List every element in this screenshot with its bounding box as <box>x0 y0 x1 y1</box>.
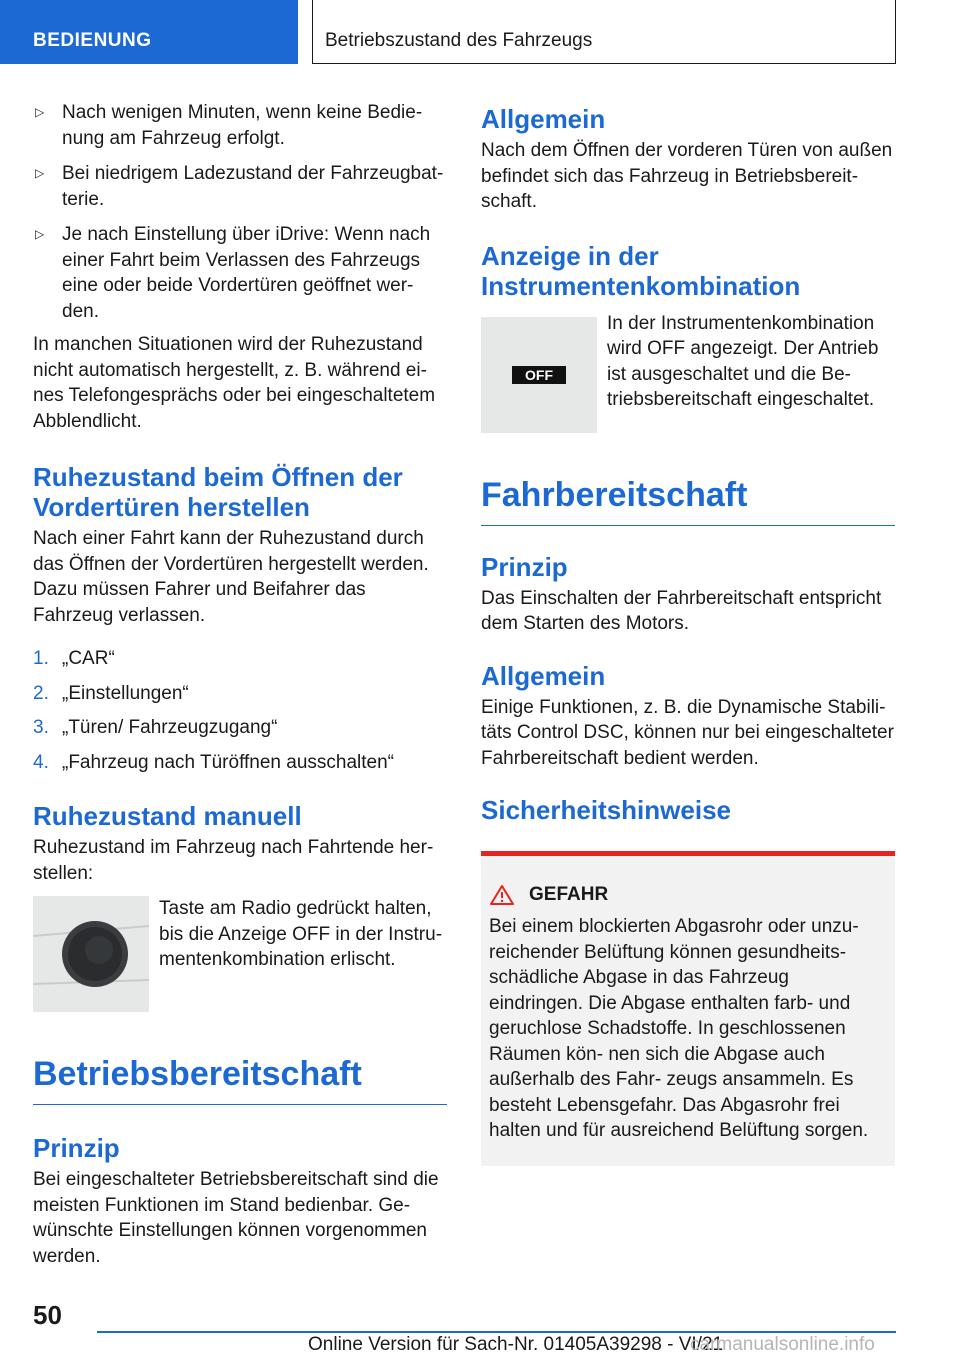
list-item: 2. „Einstellungen“ <box>33 682 189 704</box>
steps-list <box>33 646 447 775</box>
chapter-heading: Betriebsbereitschaft <box>33 1054 447 1105</box>
list-item: 1. „CAR“ <box>33 648 115 669</box>
chapter-heading: Fahrbereitschaft <box>481 475 895 526</box>
list-item: ▷ Bei niedrigem Ladezustand der Fahrzeugbat- terie. <box>35 163 444 210</box>
radio-button-image <box>33 896 149 1012</box>
bullet-list <box>33 100 447 324</box>
warning-label: GEFAHR <box>529 884 609 905</box>
off-display-image <box>481 317 597 433</box>
footer-divider <box>97 1331 896 1333</box>
heading-allgemein: Allgemein <box>481 104 606 134</box>
heading-sicherheit: Sicherheitshinweise <box>481 795 731 825</box>
paragraph: In manchen Situationen wird der Ruhezustand nicht automatisch hergestellt, z. B. während ei- nes Telefongesprächs oder bei eingeschaltetem Abblendlicht. <box>33 334 436 432</box>
radio-knob-icon <box>33 896 149 1012</box>
figure-caption: In der Instrumentenkombination wird OFF angezeigt. Der Antrieb ist ausgeschaltet und die Be- triebsbereitschaft eingeschaltet. <box>607 312 879 410</box>
heading-doors: Ruhezustand beim Öffnen der Vordertüren herstellen <box>33 462 403 522</box>
page-number: 50 <box>33 1300 62 1330</box>
heading-allgemein-2: Allgemein <box>481 660 606 691</box>
footer-text: Online Version für Sach-Nr. 01405A39298 - VI/21 <box>308 1334 724 1355</box>
paragraph: Bei eingeschalteter Betriebsbereitschaft sind die meisten Funktionen im Stand bedienbar. Ge- wünschte Einstellungen können vorgenommen werden. <box>33 1169 439 1267</box>
triangle-bullet-icon: ▷ <box>35 166 45 180</box>
paragraph: Ruhezustand im Fahrzeug nach Fahrtende her- stellen: <box>33 837 434 884</box>
watermark: carmanualsonline.info <box>690 1334 875 1355</box>
triangle-bullet-icon: ▷ <box>35 227 45 241</box>
paragraph: Das Einschalten der Fahrbereitschaft entspricht dem Starten des Motors. <box>481 587 882 634</box>
list-item: ▷ Je nach Einstellung über iDrive: Wenn nach einer Fahrt beim Verlassen des Fahrzeugs eine oder beide Vordertüren geöffnet wer- den. <box>35 224 431 322</box>
paragraph: Einige Funktionen, z. B. die Dynamische Stabili- täts Control DSC, können nur bei eingeschalteter Fahrbereitschaft bedient werden. <box>481 696 894 769</box>
left-column <box>33 100 447 1269</box>
list-item: 4. „Fahrzeug nach Türöffnen ausschalten“ <box>33 751 394 773</box>
page-header-title: Betriebszustand des Fahrzeugs <box>312 0 896 64</box>
heading-anzeige: Anzeige in der Instrumentenkombination <box>481 240 801 301</box>
list-item: ▷ Nach wenigen Minuten, wenn keine Bedie- nung am Fahrzeug erfolgt. <box>35 102 423 149</box>
off-indicator: OFF <box>512 366 566 384</box>
heading-manual: Ruhezustand manuell <box>33 801 302 831</box>
heading-prinzip: Prinzip <box>481 551 568 582</box>
heading-prinzip: Prinzip <box>33 1133 120 1163</box>
right-column <box>481 100 895 1166</box>
figure-caption: Taste am Radio gedrückt halten, bis die Anzeige OFF in der Instru- mentenkombination erlischt. <box>159 898 443 970</box>
warning-box <box>481 851 895 1166</box>
list-item: 3. „Türen/ Fahrzeugzugang“ <box>33 717 278 738</box>
paragraph: Nach einer Fahrt kann der Ruhezustand durch das Öffnen der Vordertüren hergestellt werden. Dazu müssen Fahrer und Beifahrer das Fahrzeug verlassen. <box>33 528 429 626</box>
section-tab: BEDIENUNG <box>0 0 298 64</box>
triangle-bullet-icon: ▷ <box>35 105 45 119</box>
warning-text: Bei einem blockierten Abgasrohr oder unzu- reichender Belüftung können gesundheits- schädliche Abgase in das Fahrzeug eindringen. Die Abgase enthalten farb- und geruchlose Schadstoffe. In geschlossenen Räumen kön- nen sich die Abgase auch außerhalb des Fahr- zeugs ansammeln. Es besteht Lebensgefahr. Das Abgasrohr frei halten und für ausreichend Belüftung sorgen. <box>489 916 869 1141</box>
warning-triangle-icon <box>489 884 515 906</box>
paragraph: Nach dem Öffnen der vorderen Türen von außen befindet sich das Fahrzeug in Betriebsbereit- schaft. <box>481 140 893 212</box>
